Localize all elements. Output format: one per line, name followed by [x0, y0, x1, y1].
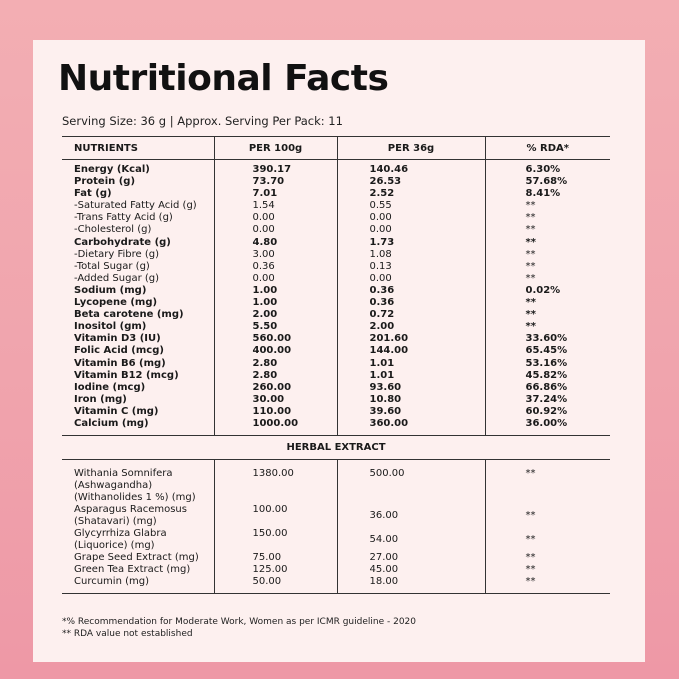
value-rda: 33.60%	[485, 333, 610, 345]
value-per-36g: 0.72	[337, 309, 485, 321]
value-rda: **	[485, 552, 610, 564]
value-per-36g: 54.00	[337, 528, 485, 552]
value-per-100g: 390.17	[214, 160, 337, 177]
value-per-100g: 73.70	[214, 176, 337, 188]
value-per-36g: 201.60	[337, 333, 485, 345]
value-per-100g: 75.00	[214, 552, 337, 564]
value-per-36g: 140.46	[337, 160, 485, 177]
footnote-rda: *% Recommendation for Moderate Work, Women as per ICMR guideline - 2020	[62, 617, 416, 627]
value-per-100g: 1.00	[214, 285, 337, 297]
herbal-name-line: (Liquorice) (mg)	[74, 540, 155, 552]
value-rda: **	[485, 297, 610, 309]
herbal-name-line: (Ashwagandha)	[74, 480, 153, 492]
table-row	[62, 237, 610, 249]
value-per-100g: 5.50	[214, 321, 337, 333]
table-row	[62, 504, 610, 528]
value-rda: 0.02%	[485, 285, 610, 297]
value-per-100g: 0.00	[214, 273, 337, 285]
value-per-36g: 1.73	[337, 237, 485, 249]
herbal-name-line: Grape Seed Extract (mg)	[74, 552, 199, 564]
value-rda: 6.30%	[485, 160, 610, 177]
header-nutrients: NUTRIENTS	[62, 137, 214, 160]
value-per-36g: 0.36	[337, 297, 485, 309]
footnote-not-established: ** RDA value not established	[62, 629, 193, 639]
value-per-100g: 2.00	[214, 309, 337, 321]
value-rda: **	[485, 224, 610, 236]
nutrient-name: -Dietary Fibre (g)	[74, 248, 160, 260]
herbal-name	[62, 504, 214, 528]
value-per-100g: 0.00	[214, 212, 337, 224]
nutrition-card	[33, 40, 645, 662]
table-row	[62, 333, 610, 345]
nutrient-name: Iodine (mcg)	[74, 381, 146, 393]
table-row	[62, 345, 610, 357]
value-per-36g: 0.00	[337, 212, 485, 224]
herbal-name-line: Withania Somnifera	[74, 468, 173, 480]
nutrient-name: Energy (Kcal)	[74, 164, 150, 175]
table-row	[62, 273, 610, 285]
table-row	[62, 552, 610, 564]
header-per-36g: PER 36g	[337, 137, 485, 160]
herbal-name-line: Curcumin (mg)	[74, 576, 149, 588]
value-per-36g: 500.00	[337, 460, 485, 505]
value-rda: **	[485, 212, 610, 224]
table-row	[62, 249, 610, 261]
value-rda: **	[485, 249, 610, 261]
table-row	[62, 394, 610, 406]
value-per-36g: 0.36	[337, 285, 485, 297]
value-per-100g: 1.00	[214, 297, 337, 309]
nutrient-name: -Total Sugar (g)	[74, 260, 150, 272]
herbal-name-line: Asparagus Racemosus	[74, 504, 187, 516]
table-row	[62, 321, 610, 333]
nutrient-name: Protein (g)	[74, 176, 136, 188]
table-row	[62, 261, 610, 273]
value-per-36g: 1.01	[337, 358, 485, 370]
value-per-100g: 7.01	[214, 188, 337, 200]
value-per-36g: 2.52	[337, 188, 485, 200]
value-per-100g: 260.00	[214, 382, 337, 394]
table-row	[62, 564, 610, 576]
value-per-36g: 27.00	[337, 552, 485, 564]
value-per-100g: 110.00	[214, 406, 337, 418]
value-rda: **	[485, 309, 610, 321]
table-row	[62, 528, 610, 552]
value-per-100g: 1380.00	[214, 460, 337, 505]
herbal-extract-title: HERBAL EXTRACT	[62, 436, 610, 460]
value-per-36g: 10.80	[337, 394, 485, 406]
value-per-100g: 1.54	[214, 200, 337, 212]
value-rda: 53.16%	[485, 358, 610, 370]
herbal-name	[62, 564, 214, 576]
table-row	[62, 224, 610, 236]
table-row	[62, 200, 610, 212]
value-rda: **	[485, 504, 610, 528]
table-row	[62, 297, 610, 309]
table-row	[62, 160, 610, 177]
value-per-36g: 45.00	[337, 564, 485, 576]
table-row	[62, 418, 610, 436]
value-rda: **	[485, 321, 610, 333]
nutrient-name: Vitamin B6 (mg)	[74, 357, 166, 369]
value-rda: **	[485, 273, 610, 285]
value-rda: 45.82%	[485, 370, 610, 382]
nutrient-name: -Cholesterol (g)	[74, 224, 152, 236]
nutrition-table	[62, 136, 610, 594]
serving-info: Serving Size: 36 g | Approx. Serving Per Pack: 11	[62, 114, 343, 128]
herbal-name-line: Glycyrrhiza Glabra	[74, 528, 167, 540]
page-title: Nutritional Facts	[58, 58, 389, 99]
value-per-100g: 560.00	[214, 333, 337, 345]
value-per-100g: 4.80	[214, 237, 337, 249]
value-per-100g: 0.36	[214, 261, 337, 273]
table-row	[62, 285, 610, 297]
table-row	[62, 382, 610, 394]
nutrient-name: Vitamin D3 (IU)	[74, 333, 161, 345]
herbal-name-line: Green Tea Extract (mg)	[74, 564, 191, 576]
table-row	[62, 406, 610, 418]
table-row	[62, 358, 610, 370]
value-per-100g: 2.80	[214, 358, 337, 370]
table-row	[62, 309, 610, 321]
value-per-36g: 0.00	[337, 224, 485, 236]
value-per-36g: 39.60	[337, 406, 485, 418]
table-row	[62, 212, 610, 224]
herbal-name	[62, 528, 214, 552]
herbal-name	[62, 552, 214, 564]
value-per-100g: 125.00	[214, 564, 337, 576]
nutrient-name: -Added Sugar (g)	[74, 272, 160, 284]
table-row	[62, 188, 610, 200]
header-per-100g: PER 100g	[214, 137, 337, 160]
value-per-100g: 30.00	[214, 394, 337, 406]
value-per-100g: 400.00	[214, 345, 337, 357]
value-rda: **	[485, 460, 610, 505]
value-per-100g: 150.00	[214, 528, 337, 552]
nutrient-name: Sodium (mg)	[74, 284, 147, 296]
herbal-rows	[62, 460, 610, 594]
value-per-36g: 18.00	[337, 576, 485, 594]
table-row	[62, 460, 610, 505]
value-rda: **	[485, 200, 610, 212]
value-rda: **	[485, 528, 610, 552]
header-rda: % RDA*	[485, 137, 610, 160]
value-per-100g: 1000.00	[214, 418, 337, 436]
herbal-name-line: (Withanolides 1 %) (mg)	[74, 492, 196, 504]
table-header-row	[62, 137, 610, 160]
nutrient-name: Calcium (mg)	[62, 418, 214, 436]
value-per-36g: 1.01	[337, 370, 485, 382]
value-per-36g: 26.53	[337, 176, 485, 188]
value-per-36g: 0.00	[337, 273, 485, 285]
nutrient-rows	[62, 160, 610, 436]
nutrient-name: Vitamin B12 (mcg)	[74, 369, 179, 381]
table-row	[62, 370, 610, 382]
nutrient-name: Fat (g)	[74, 188, 112, 200]
value-per-100g: 0.00	[214, 224, 337, 236]
nutrient-name: Lycopene (mg)	[74, 297, 158, 309]
herbal-name	[62, 460, 214, 505]
value-rda: 37.24%	[485, 394, 610, 406]
value-rda: **	[485, 576, 610, 594]
value-rda: 66.86%	[485, 382, 610, 394]
nutrient-name: Iron (mg)	[74, 393, 127, 405]
value-per-36g: 360.00	[337, 418, 485, 436]
value-per-36g: 0.55	[337, 200, 485, 212]
value-rda: **	[485, 564, 610, 576]
herbal-name	[62, 576, 214, 594]
value-rda: 60.92%	[485, 406, 610, 418]
value-per-100g: 3.00	[214, 249, 337, 261]
nutrient-name: -Trans Fatty Acid (g)	[74, 212, 173, 224]
value-rda: **	[485, 237, 610, 249]
herbal-name-line: (Shatavari) (mg)	[74, 516, 157, 528]
nutrient-name: Inositol (gm)	[74, 321, 147, 333]
nutrient-name: Carbohydrate (g)	[74, 236, 171, 248]
table-row	[62, 576, 610, 594]
footnotes	[62, 616, 416, 640]
nutrient-name: Beta carotene (mg)	[74, 309, 184, 321]
value-per-100g: 100.00	[214, 504, 337, 528]
value-per-36g: 1.08	[337, 249, 485, 261]
nutrient-name: Folic Acid (mcg)	[74, 345, 164, 357]
herbal-header-row	[62, 436, 610, 460]
nutrient-name: Vitamin C (mg)	[74, 405, 159, 417]
value-rda: 36.00%	[485, 418, 610, 436]
table-row	[62, 176, 610, 188]
value-rda: 57.68%	[485, 176, 610, 188]
nutrient-name: -Saturated Fatty Acid (g)	[74, 200, 197, 212]
value-per-36g: 144.00	[337, 345, 485, 357]
value-per-36g: 0.13	[337, 261, 485, 273]
value-rda: **	[485, 261, 610, 273]
value-per-100g: 50.00	[214, 576, 337, 594]
value-per-36g: 36.00	[337, 504, 485, 528]
value-rda: 8.41%	[485, 188, 610, 200]
value-per-36g: 2.00	[337, 321, 485, 333]
value-per-100g: 2.80	[214, 370, 337, 382]
value-per-36g: 93.60	[337, 382, 485, 394]
value-rda: 65.45%	[485, 345, 610, 357]
